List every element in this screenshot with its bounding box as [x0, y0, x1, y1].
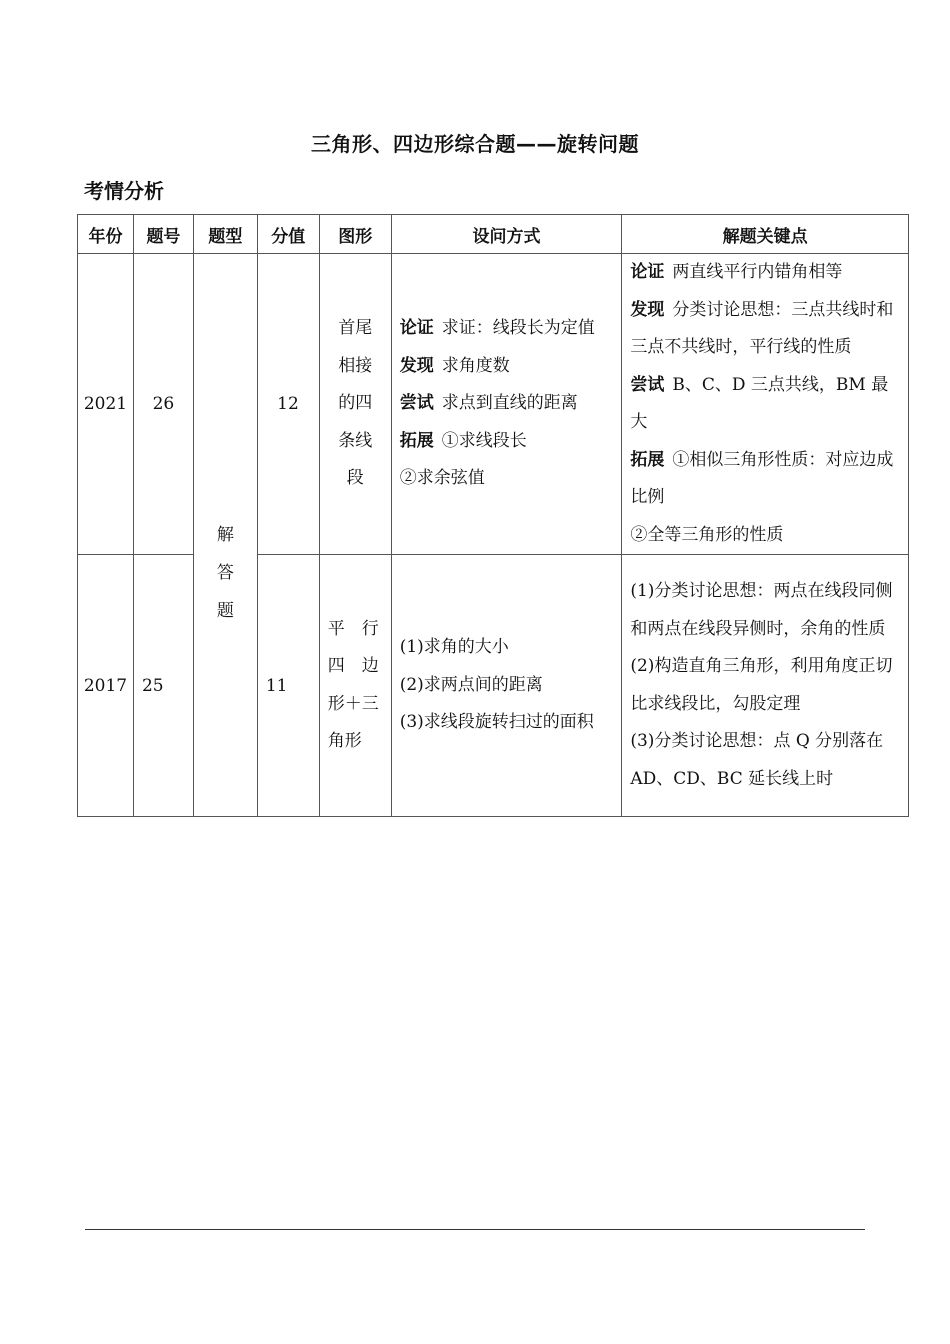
header-score: 分值	[257, 215, 319, 254]
cell-figure	[319, 254, 391, 555]
key-point	[630, 517, 900, 555]
key-point-text: 分类讨论思想：三点共线时和三点不共线时，平行线的性质	[630, 299, 894, 357]
question-item	[400, 348, 614, 386]
cell-score: 11	[257, 555, 319, 817]
cell-figure	[319, 555, 391, 817]
header-question-style: 设问方式	[391, 215, 622, 254]
cell-year: 2017	[78, 555, 134, 817]
figure-line: 段	[346, 468, 364, 489]
exam-analysis-table	[77, 214, 909, 817]
cell-key-points	[622, 555, 909, 817]
figure-line: 形＋三	[327, 693, 379, 714]
question-text: ①求线段长	[441, 430, 527, 451]
figure-line: 角形	[327, 731, 362, 751]
figure-line: 四 边	[327, 656, 379, 676]
key-point	[630, 442, 900, 517]
section-heading: 考情分析	[84, 179, 164, 203]
cell-number: 26	[133, 254, 193, 555]
header-type: 题型	[193, 215, 257, 254]
figure-line: 相接	[338, 355, 373, 376]
figure-line: 平 行	[327, 618, 379, 639]
question-label: 论证	[399, 318, 434, 339]
question-text: (2)求两点间的距离	[399, 674, 543, 695]
key-point-text: ①相似三角形性质：对应边成比例	[630, 449, 894, 507]
header-number: 题号	[133, 215, 193, 254]
key-point-text: 两直线平行内错角相等	[672, 262, 843, 282]
type-char: 答	[216, 563, 234, 583]
question-label: 拓展	[399, 430, 434, 451]
question-text: 求证：线段长为定值	[441, 318, 595, 339]
header-key-points: 解题关键点	[622, 215, 909, 254]
cell-questions	[391, 555, 622, 817]
key-point-label: 发现	[630, 299, 665, 320]
question-text: ②求余弦值	[399, 468, 485, 489]
question-item	[400, 460, 614, 498]
question-text: 求角度数	[441, 355, 510, 376]
question-label: 发现	[399, 355, 434, 376]
key-point-text: (1)分类讨论思想：两点在线段同侧和两点在线段异侧时，余角的性质	[630, 581, 893, 639]
question-text: (3)求线段旋转扫过的面积	[399, 712, 594, 733]
type-char: 题	[216, 601, 234, 621]
table-row	[78, 254, 909, 555]
key-point	[630, 367, 900, 442]
question-label: 尝试	[399, 393, 434, 414]
table-header-row	[78, 215, 909, 254]
question-text: 求点到直线的距离	[441, 393, 578, 414]
key-point-label: 拓展	[630, 449, 665, 470]
cell-score: 12	[257, 254, 319, 555]
page-title: 三角形、四边形综合题——旋转问题	[311, 132, 639, 156]
cell-question-type	[193, 254, 257, 817]
cell-key-points	[622, 254, 909, 555]
key-point-text: B、C、D 三点共线，BM 最大	[630, 374, 889, 432]
key-point-label: 论证	[630, 262, 665, 282]
key-point-text: (3)分类讨论思想：点 Q 分别落在 AD、CD、BC 延长线上时	[630, 731, 884, 789]
question-item	[400, 385, 614, 423]
key-point	[630, 292, 900, 367]
figure-line: 首尾	[338, 318, 373, 339]
question-item	[400, 423, 614, 461]
header-figure: 图形	[319, 215, 391, 254]
figure-line: 的四	[338, 393, 373, 414]
cell-questions	[391, 254, 622, 555]
key-point-label: 尝试	[630, 374, 665, 395]
cell-number: 25	[133, 555, 193, 817]
key-point-text: ②全等三角形的性质	[630, 524, 784, 545]
figure-line: 条线	[338, 430, 373, 451]
question-text: (1)求角的大小	[399, 637, 509, 658]
cell-year: 2021	[78, 254, 134, 555]
footer-divider	[85, 1229, 865, 1230]
type-char: 解	[216, 525, 234, 545]
key-point-text: (2)构造直角三角形，利用角度正切比求线段比，勾股定理	[630, 656, 893, 714]
question-item	[400, 310, 614, 348]
header-year: 年份	[78, 215, 134, 254]
key-point	[630, 254, 900, 292]
